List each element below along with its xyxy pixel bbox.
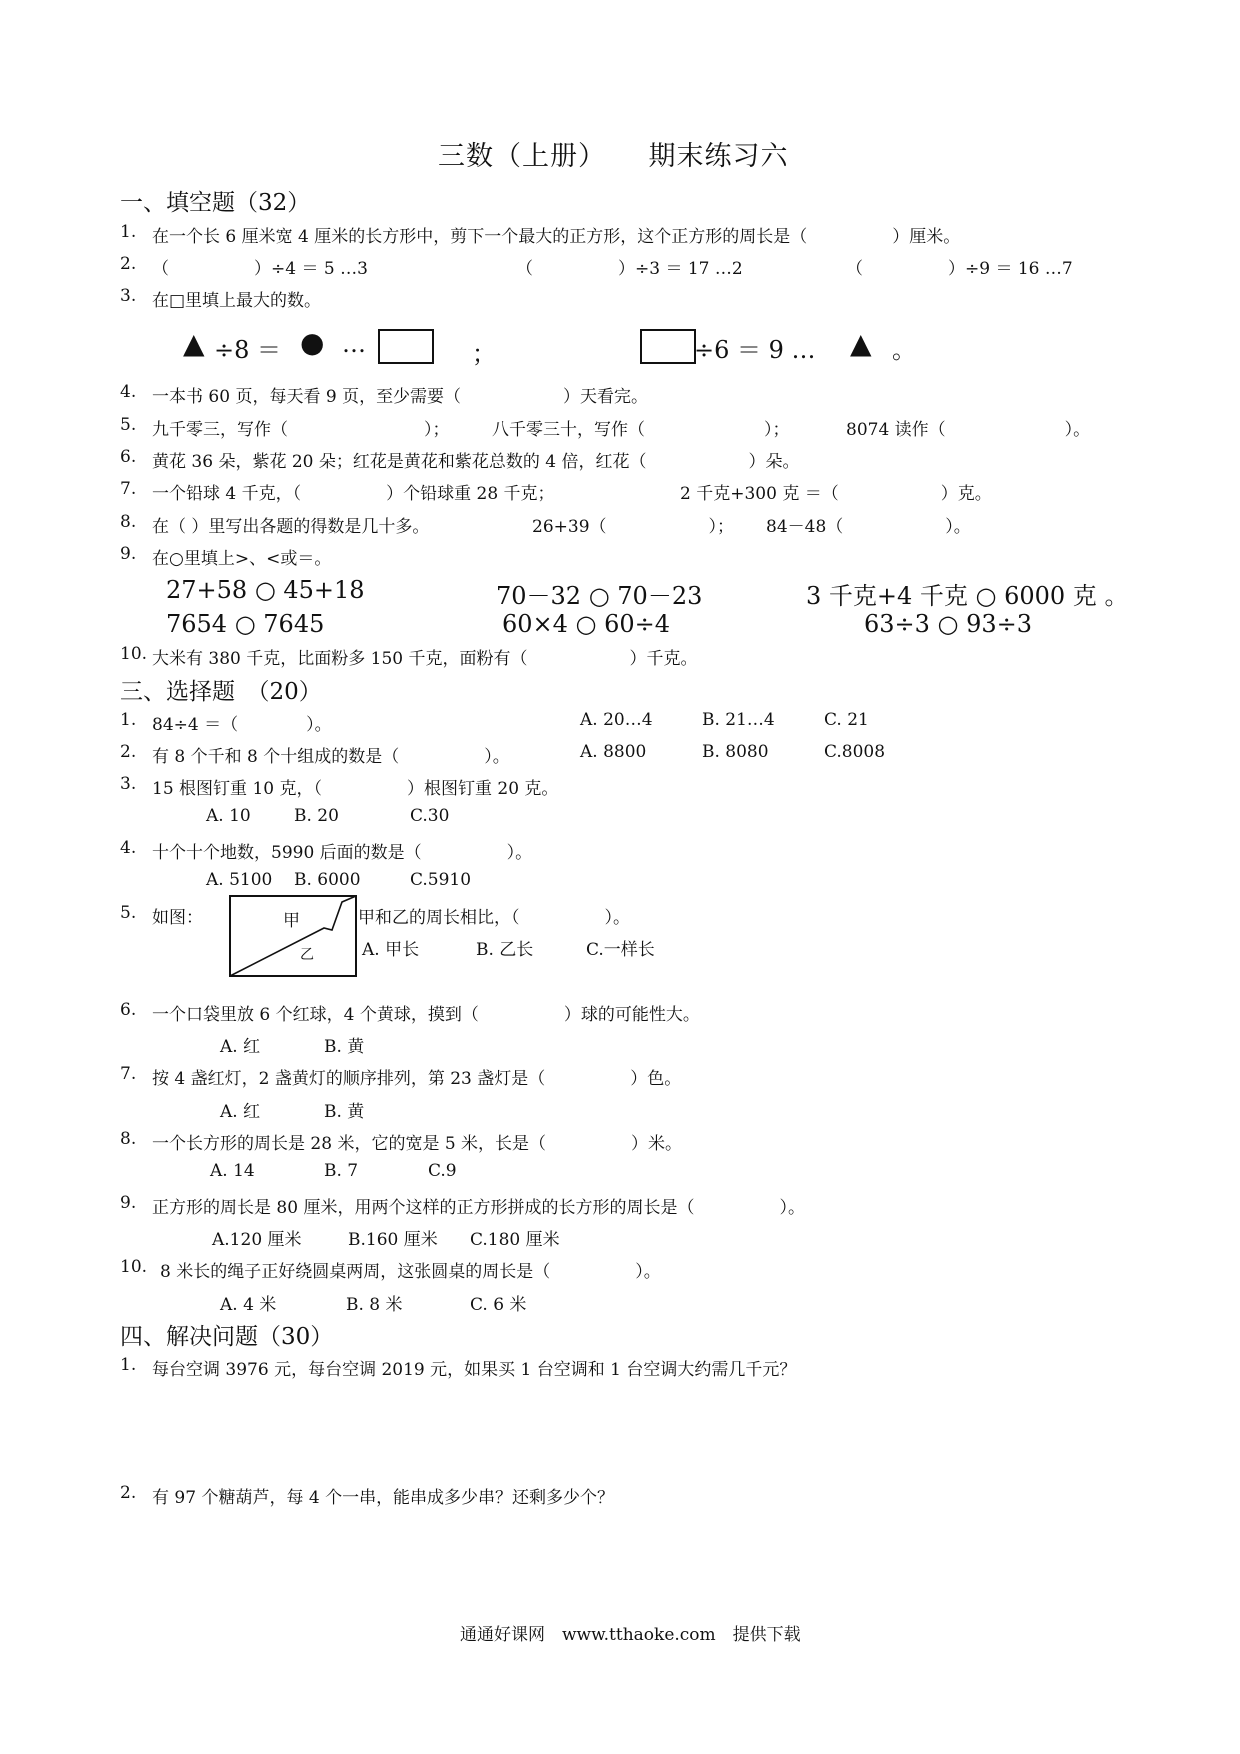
q1-8-b: 26+39（ ）；: [532, 517, 735, 537]
q1-6-num: 6.: [120, 447, 137, 467]
q3-3-option-b: B. 20: [294, 806, 339, 826]
compare-1-2: 70－32 ○ 70－23: [496, 582, 703, 610]
q3-5-text: 甲和乙的周长相比，（ ）。: [358, 908, 630, 928]
q3-3-num: 3.: [120, 774, 137, 794]
page-title: 三数（上册） 期末练习六: [438, 141, 789, 172]
q1-3-num: 3.: [120, 286, 137, 306]
q1-9-num: 9.: [120, 544, 137, 564]
q1-1-num: 1.: [120, 222, 137, 242]
q3-6-option-a: A. 红: [220, 1037, 261, 1057]
compare-1-1: 27+58 ○ 45+18: [166, 576, 365, 604]
circle-dot-icon: ●: [300, 326, 325, 359]
q1-8-c: 84－48（ ）。: [766, 517, 971, 537]
q3-5-lead: 如图：: [152, 908, 203, 928]
q3-2-num: 2.: [120, 742, 137, 762]
q1-3-text: 在□里填上最大的数。: [152, 291, 322, 311]
q1-2-num: 2.: [120, 254, 137, 274]
q4-2-text: 有 97 个糖葫芦，每 4 个一串，能串成多少串？还剩多少个？: [152, 1488, 615, 1508]
q3-4-option-a: A. 5100: [206, 870, 273, 890]
q1-2-c: （ ）÷9 ＝ 16 …7: [846, 259, 1073, 279]
q1-5-a: 九千零三，写作（ ）；: [152, 420, 450, 440]
q1-7-a: 一个铅球 4 千克，（ ）个铅球重 28 千克；: [152, 484, 555, 504]
q3-6-option-b: B. 黄: [324, 1037, 365, 1057]
q3-7-text: 按 4 盏红灯，2 盏黄灯的顺序排列，第 23 盏灯是（ ）色。: [152, 1069, 682, 1089]
q3-3-option-c: C.30: [410, 806, 450, 826]
compare-1-3: 3 千克+4 千克 ○ 6000 克 。: [806, 582, 1129, 610]
q3-8-option-b: B. 7: [324, 1161, 359, 1181]
section-3-heading: 三、选择题 （20）: [120, 679, 322, 705]
q3-1-option-a: A. 20…4: [580, 710, 653, 730]
q3-4-option-b: B. 6000: [294, 870, 361, 890]
q1-4-text: 一本书 60 页，每天看 9 页，至少需要（ ）天看完。: [152, 387, 649, 407]
q1-7-num: 7.: [120, 479, 137, 499]
q3-10-option-b: B. 8 米: [346, 1295, 403, 1315]
figure-label-jia: 甲: [283, 911, 300, 931]
q1-1-text: 在一个长 6 厘米宽 4 厘米的长方形中，剪下一个最大的正方形，这个正方形的周长是（ ）厘米。: [152, 227, 961, 247]
q3-5-num: 5.: [120, 903, 137, 923]
q3-7-option-a: A. 红: [220, 1102, 261, 1122]
q1-3-left-dots: …: [342, 330, 366, 358]
q3-1-text: 84÷4 ＝（ ）。: [152, 715, 332, 735]
q3-9-num: 9.: [120, 1193, 137, 1213]
q1-2-b: （ ）÷3 ＝ 17 …2: [516, 259, 743, 279]
q1-5-b: 八千零三十，写作（ ）；: [492, 420, 790, 440]
q3-9-text: 正方形的周长是 80 厘米，用两个这样的正方形拼成的长方形的周长是（ ）。: [152, 1198, 805, 1218]
q3-2-option-b: B. 8080: [702, 742, 769, 762]
compare-2-2: 60×4 ○ 60÷4: [502, 610, 671, 638]
q1-3-separator: ；: [472, 340, 496, 368]
q3-1-num: 1.: [120, 710, 137, 730]
q4-2-num: 2.: [120, 1483, 137, 1503]
q3-2-text: 有 8 个千和 8 个十组成的数是（ ）。: [152, 747, 510, 767]
q3-3-text: 15 根图钉重 10 克，（ ）根图钉重 20 克。: [152, 779, 559, 799]
triangle-icon: ▲: [183, 327, 205, 360]
q3-4-num: 4.: [120, 838, 137, 858]
compare-2-1: 7654 ○ 7645: [166, 610, 325, 638]
answer-box-left[interactable]: [378, 329, 434, 364]
q3-4-option-c: C.5910: [410, 870, 472, 890]
q3-3-option-a: A. 10: [206, 806, 251, 826]
q1-3-left-div: ÷8 ＝: [214, 336, 282, 364]
q1-5-c: 8074 读作（ ）。: [846, 420, 1091, 440]
q1-8-num: 8.: [120, 512, 137, 532]
q3-9-option-b: B.160 厘米: [348, 1230, 438, 1250]
q1-6-text: 黄花 36 朵，紫花 20 朵；红花是黄花和紫花总数的 4 倍，红花（ ）朵。: [152, 452, 800, 472]
answer-box-right[interactable]: [640, 329, 696, 364]
q3-5-option-b: B. 乙长: [476, 940, 534, 960]
q4-1-num: 1.: [120, 1355, 137, 1375]
q3-8-option-c: C.9: [428, 1161, 457, 1181]
section-1-heading: 一、填空题（32）: [120, 190, 311, 216]
q3-5-option-c: C.一样长: [586, 940, 655, 960]
figure-label-yi: 乙: [300, 947, 314, 963]
q4-1-text: 每台空调 3976 元，每台空调 2019 元，如果买 1 台空调和 1 台空调大约需几千元？: [152, 1360, 797, 1380]
q1-8-a: 在（ ）里写出各题的得数是几十多。: [152, 517, 430, 537]
q3-6-num: 6.: [120, 1000, 137, 1020]
q3-8-num: 8.: [120, 1129, 137, 1149]
q3-2-option-c: C.8008: [824, 742, 886, 762]
q1-2-a: （ ）÷4 ＝ 5 …3: [152, 259, 368, 279]
q1-5-num: 5.: [120, 415, 137, 435]
q3-6-text: 一个口袋里放 6 个红球，4 个黄球，摸到（ ）球的可能性大。: [152, 1005, 700, 1025]
q3-2-option-a: A. 8800: [580, 742, 647, 762]
q3-1-option-c: C. 21: [824, 710, 869, 730]
q3-1-option-b: B. 21…4: [702, 710, 775, 730]
q3-5-option-a: A. 甲长: [362, 940, 420, 960]
q1-3-right-div: ÷6 ＝ 9 …: [694, 336, 816, 364]
q3-7-num: 7.: [120, 1064, 137, 1084]
q3-7-option-b: B. 黄: [324, 1102, 365, 1122]
q3-9-option-a: A.120 厘米: [212, 1230, 302, 1250]
q3-10-num: 10.: [120, 1257, 148, 1277]
q3-10-option-c: C. 6 米: [470, 1295, 527, 1315]
q1-4-num: 4.: [120, 382, 137, 402]
q3-10-text: 8 米长的绳子正好绕圆桌两周，这张圆桌的周长是（ ）。: [160, 1262, 661, 1282]
q1-9-text: 在○里填上>、<或＝。: [152, 549, 332, 569]
q3-9-option-c: C.180 厘米: [470, 1230, 560, 1250]
q1-3-right-end: 。: [892, 336, 916, 364]
q1-7-b: 2 千克+300 克 ＝（ ）克。: [680, 484, 992, 504]
triangle-icon: ▲: [850, 327, 872, 360]
q3-8-option-a: A. 14: [210, 1161, 255, 1181]
compare-2-3: 63÷3 ○ 93÷3: [864, 610, 1033, 638]
q3-8-text: 一个长方形的周长是 28 米，它的宽是 5 米，长是（ ）米。: [152, 1134, 683, 1154]
q3-4-text: 十个十个地数，5990 后面的数是（ ）。: [152, 843, 533, 863]
q3-10-option-a: A. 4 米: [220, 1295, 277, 1315]
q1-10-text: 大米有 380 千克，比面粉多 150 千克，面粉有（ ）千克。: [152, 649, 698, 669]
section-4-heading: 四、解决问题（30）: [120, 1324, 334, 1350]
q1-10-num: 10.: [120, 644, 148, 664]
footer-credit: 通通好课网 www.tthaoke.com 提供下载: [460, 1625, 801, 1645]
